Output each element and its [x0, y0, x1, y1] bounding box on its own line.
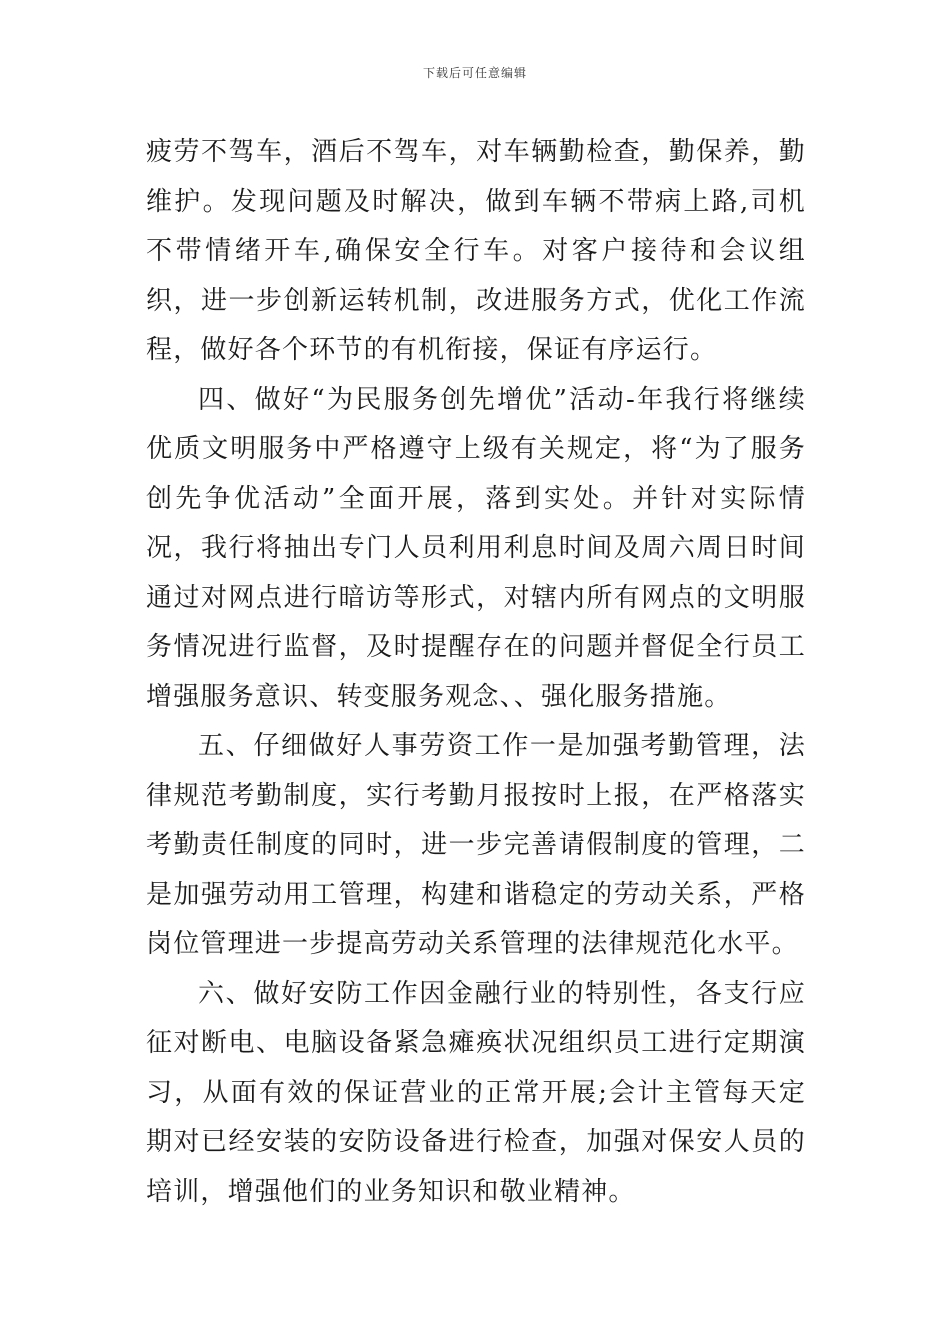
paragraph-vehicle-safety: 疲劳不驾车，酒后不驾车，对车辆勤检查，勤保养，勤维护。发现问题及时解决，做到车辆不带病上路,司机不带情绪开车,确保安全行车。对客户接待和会议组织，进一步创新运转机制，改进服务方式，优化工作流程，做好各个环节的有机衔接，保证有序运行。 [146, 137, 806, 365]
document-body [146, 128, 806, 1217]
page-header-note: 下载后可任意编辑 [422, 66, 527, 80]
paragraph-security-work: 六、做好安防工作因金融行业的特别性，各支行应征对断电、电脑设备紧急瘫痪状况组织员工进行定期演习，从面有效的保证营业的正常开展;会计主管每天定期对已经安装的安防设备进行检查，加强对保安人员的培训，增强他们的业务知识和敬业精神。 [146, 978, 806, 1207]
paragraph-personnel-work: 五、仔细做好人事劳资工作一是加强考勤管理，法律规范考勤制度，实行考勤月报按时上报，在严格落实考勤责任制度的同时，进一步完善请假制度的管理，二是加强劳动用工管理，构建和谐稳定的劳动关系，严格岗位管理进一步提高劳动关系管理的法律规范化水平。 [146, 731, 806, 959]
paragraph-service-activity: 四、做好“为民服务创先增优”活动-年我行将继续优质文明服务中严格遵守上级有关规定，将“为了服务创先争优活动”全面开展，落到实处。并针对实际情况，我行将抽出专门人员利用利息时间及周六周日时间通过对网点进行暗访等形式，对辖内所有网点的文明服务情况进行监督，及时提醒存在的问题并督促全行员工增强服务意识、转变服务观念、、强化服务措施。 [146, 384, 806, 712]
